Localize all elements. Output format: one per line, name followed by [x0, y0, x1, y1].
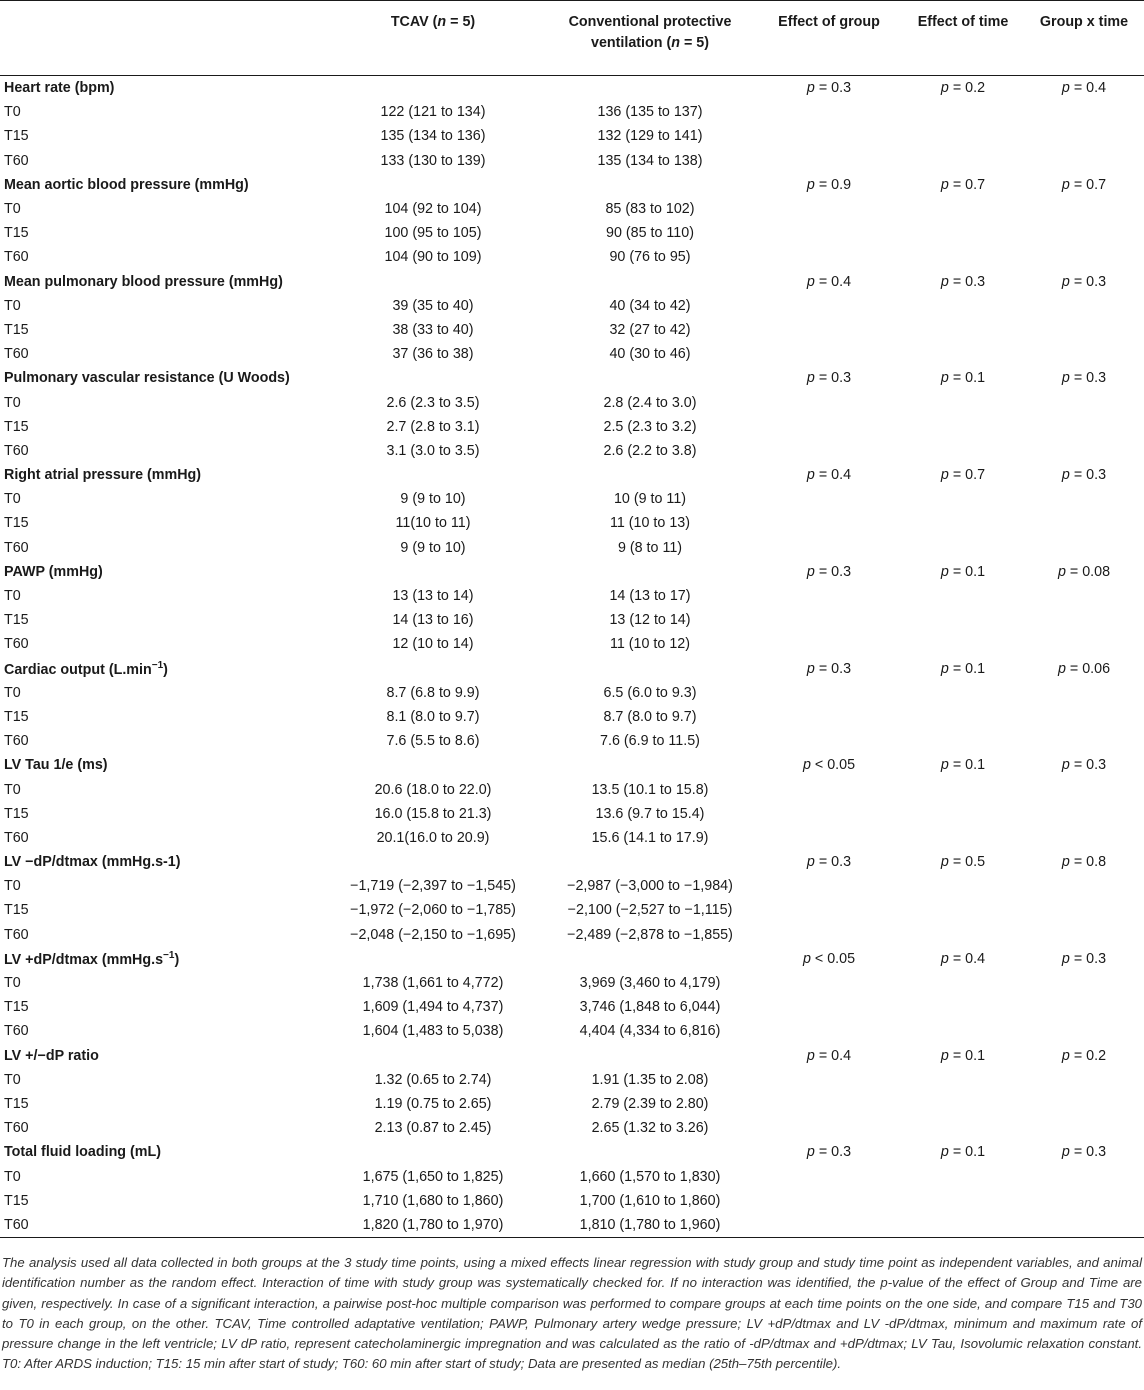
header-rule	[0, 75, 1144, 76]
tcav-value: −1,719 (−2,397 to −1,545)	[350, 878, 516, 895]
timepoint-label: T15	[4, 999, 29, 1016]
tcav-value: 104 (90 to 109)	[384, 249, 482, 266]
timepoint-label: T0	[4, 1168, 21, 1185]
p-value-time: p = 0.2	[940, 80, 986, 97]
timepoint-label: T0	[4, 684, 21, 701]
table-row	[0, 439, 1144, 463]
conventional-value: 6.5 (6.0 to 9.3)	[603, 684, 697, 701]
p-value-group: p = 0.4	[806, 273, 852, 290]
table-row	[0, 149, 1144, 173]
p-value-time: p = 0.1	[940, 660, 986, 677]
timepoint-label: T15	[4, 418, 29, 435]
section-title: PAWP (mmHg)	[4, 563, 103, 580]
table-row	[0, 898, 1144, 922]
table-footnote: The analysis used all data collected in both groups at the 3 study time points, using a mixed effects linear regression with study group and study time point as independent variables, and animal identification number as the random effect. Interaction of time with study group was systematically checked for. If no interaction was identified, the p-value of the effect of Group and Time are given, respectively. In case of a significant interaction, a pairwise post-hoc multiple comparison was performed to compare groups at each time points on the one side, and compare T15 and T30 to T0 in each group, on the other. TCAV, Time controlled adaptative ventilation; PAWP, Pulmonary artery wedge pressure; LV +dP/dtmax and LV -dP/dtmax, minimum and maximum rate of pressure change in the left ventricle; LV dP ratio, represent catecholaminergic impregnation and was calculated as the ratio of -dP/dtmax and +dP/dtmax; LV Tau, Isovolumic relaxation constant. T0: After ARDS induction; T15: 15 min after start of study; T60: 60 min after start of study; Data are presented as median (25th–75th percentile).	[2, 1255, 1142, 1372]
p-value-time: p = 0.5	[940, 854, 986, 871]
table-row	[0, 511, 1144, 535]
timepoint-label: T15	[4, 1192, 29, 1209]
conventional-value: 1,810 (1,780 to 1,960)	[579, 1216, 721, 1233]
section-title: Mean pulmonary blood pressure (mmHg)	[4, 273, 283, 290]
table-row	[0, 100, 1144, 124]
tcav-value: 8.1 (8.0 to 9.7)	[386, 708, 480, 725]
header-conventional: Conventional protective ventilation (n = 5)	[568, 14, 732, 51]
p-value-interaction: p = 0.3	[1061, 370, 1107, 387]
tcav-value: 100 (95 to 105)	[384, 225, 482, 242]
tcav-value: 133 (130 to 139)	[380, 152, 486, 169]
table-row	[0, 777, 1144, 801]
p-value-interaction: p = 0.3	[1061, 1144, 1107, 1161]
timepoint-label: T15	[4, 708, 29, 725]
section-row	[0, 366, 1144, 390]
tcav-value: 38 (33 to 40)	[392, 321, 474, 338]
tcav-value: 3.1 (3.0 to 3.5)	[386, 442, 480, 459]
table-row	[0, 124, 1144, 148]
timepoint-label: T0	[4, 588, 21, 605]
timepoint-label: T15	[4, 612, 29, 629]
section-row	[0, 560, 1144, 584]
conventional-value: 32 (27 to 42)	[609, 321, 691, 338]
conventional-value: 3,746 (1,848 to 6,044)	[579, 999, 721, 1016]
timepoint-label: T15	[4, 128, 29, 145]
tcav-value: 20.1(16.0 to 20.9)	[376, 829, 490, 846]
tcav-value: 2.13 (0.87 to 2.45)	[374, 1120, 492, 1137]
p-value-time: p = 0.3	[940, 273, 986, 290]
p-value-group: p = 0.4	[806, 1047, 852, 1064]
timepoint-label: T0	[4, 781, 21, 798]
conventional-value: 9 (8 to 11)	[617, 539, 683, 556]
conventional-value: 13 (12 to 14)	[609, 612, 691, 629]
conventional-value: 85 (83 to 102)	[605, 201, 695, 218]
p-value-time: p = 0.1	[940, 563, 986, 580]
table-row	[0, 802, 1144, 826]
timepoint-label: T15	[4, 1095, 29, 1112]
p-value-time: p = 0.1	[940, 1047, 986, 1064]
section-title: Mean aortic blood pressure (mmHg)	[4, 176, 249, 193]
conventional-value: 14 (13 to 17)	[609, 588, 691, 605]
conventional-value: 136 (135 to 137)	[597, 104, 703, 121]
p-value-group: p = 0.4	[806, 467, 852, 484]
header-effect-group: Effect of group	[778, 14, 880, 30]
section-title: Total fluid loading (mL)	[4, 1144, 161, 1161]
timepoint-label: T60	[4, 539, 29, 556]
timepoint-label: T60	[4, 733, 29, 750]
conventional-value: 1,700 (1,610 to 1,860)	[579, 1192, 721, 1209]
tcav-value: 1.32 (0.65 to 2.74)	[374, 1071, 492, 1088]
section-title: Right atrial pressure (mmHg)	[4, 467, 202, 484]
p-value-time: p = 0.1	[940, 370, 986, 387]
section-title: LV −dP/dtmax (mmHg.s-1)	[4, 854, 181, 871]
conventional-value: 10 (9 to 11)	[613, 491, 687, 508]
timepoint-label: T60	[4, 1216, 29, 1233]
conventional-value: 2.79 (2.39 to 2.80)	[591, 1095, 709, 1112]
conventional-value: 11 (10 to 13)	[609, 515, 690, 532]
table-row	[0, 197, 1144, 221]
table-row	[0, 971, 1144, 995]
conventional-value: 2.6 (2.2 to 3.8)	[603, 442, 697, 459]
p-value-group: p = 0.3	[806, 80, 852, 97]
p-value-interaction: p = 0.4	[1061, 80, 1107, 97]
conventional-value: 11 (10 to 12)	[609, 636, 690, 653]
table-row	[0, 1092, 1144, 1116]
conventional-value: 15.6 (14.1 to 17.9)	[591, 829, 709, 846]
tcav-value: 122 (121 to 134)	[380, 104, 486, 121]
table-row	[0, 584, 1144, 608]
conventional-value: 90 (85 to 110)	[606, 225, 694, 242]
timepoint-label: T60	[4, 442, 29, 459]
p-value-time: p = 0.1	[940, 1144, 986, 1161]
timepoint-label: T0	[4, 1071, 21, 1088]
tcav-value: 1,738 (1,661 to 4,772)	[362, 975, 504, 992]
tcav-value: 37 (36 to 38)	[392, 346, 474, 363]
table-row	[0, 221, 1144, 245]
tcav-value: 14 (13 to 16)	[392, 612, 474, 629]
timepoint-label: T15	[4, 805, 29, 822]
timepoint-label: T60	[4, 1023, 29, 1040]
section-row	[0, 753, 1144, 777]
tcav-value: 1,604 (1,483 to 5,038)	[362, 1023, 504, 1040]
table-row	[0, 1213, 1144, 1237]
timepoint-label: T60	[4, 1120, 29, 1137]
conventional-value: 1,660 (1,570 to 1,830)	[579, 1168, 721, 1185]
table-row	[0, 318, 1144, 342]
timepoint-label: T0	[4, 491, 21, 508]
conventional-value: 13.5 (10.1 to 15.8)	[591, 781, 709, 798]
tcav-value: 12 (10 to 14)	[392, 636, 474, 653]
p-value-time: p = 0.1	[940, 757, 986, 774]
table-row	[0, 294, 1144, 318]
p-value-group: p = 0.3	[806, 1144, 852, 1161]
table-row	[0, 1068, 1144, 1092]
tcav-value: 2.7 (2.8 to 3.1)	[386, 418, 480, 435]
conventional-value: 7.6 (6.9 to 11.5)	[600, 733, 700, 750]
p-value-interaction: p = 0.8	[1061, 854, 1107, 871]
section-row	[0, 173, 1144, 197]
table-row	[0, 729, 1144, 753]
section-title: LV +dP/dtmax $(mmHg.s^{-1})$	[4, 949, 180, 968]
tcav-value: 1,710 (1,680 to 1,860)	[362, 1192, 504, 1209]
conventional-value: 2.5 (2.3 to 3.2)	[603, 418, 697, 435]
tcav-value: 1,675 (1,650 to 1,825)	[362, 1168, 504, 1185]
table-row	[0, 1164, 1144, 1188]
p-value-interaction: p = 0.3	[1061, 467, 1107, 484]
tcav-value: 20.6 (18.0 to 22.0)	[374, 781, 492, 798]
timepoint-label: T15	[4, 321, 29, 338]
timepoint-label: T15	[4, 225, 29, 242]
tcav-value: 1.19 (0.75 to 2.65)	[374, 1095, 492, 1112]
timepoint-label: T0	[4, 878, 21, 895]
tcav-value: 104 (92 to 104)	[384, 201, 482, 218]
timepoint-label: T0	[4, 201, 21, 218]
timepoint-label: T60	[4, 926, 29, 943]
header-effect-time: Effect of time	[917, 14, 1009, 30]
timepoint-label: T0	[4, 297, 21, 314]
conventional-value: 132 (129 to 141)	[597, 128, 703, 145]
p-value-interaction: p = 0.3	[1061, 273, 1107, 290]
p-value-interaction: p = 0.06	[1057, 660, 1111, 677]
section-title: Pulmonary vascular resistance (U Woods)	[4, 370, 290, 387]
p-value-group: p = 0.3	[806, 563, 852, 580]
section-row	[0, 463, 1144, 487]
conventional-value: 1.91 (1.35 to 2.08)	[591, 1071, 709, 1088]
timepoint-label: T0	[4, 104, 21, 121]
conventional-value: 8.7 (8.0 to 9.7)	[603, 708, 697, 725]
table-row	[0, 705, 1144, 729]
table-row	[0, 245, 1144, 269]
table-row	[0, 536, 1144, 560]
conventional-value: 2.65 (1.32 to 3.26)	[591, 1120, 709, 1137]
header-variable	[0, 0, 322, 76]
table-row	[0, 487, 1144, 511]
conventional-value: 90 (76 to 95)	[609, 249, 691, 266]
table-header-row	[0, 0, 1144, 76]
section-title: LV +/−dP ratio	[4, 1047, 99, 1064]
tcav-value: 9 (9 to 10)	[400, 539, 466, 556]
tcav-value: 2.6 (2.3 to 3.5)	[386, 394, 480, 411]
section-row	[0, 1140, 1144, 1164]
timepoint-label: T60	[4, 346, 29, 363]
section-row	[0, 270, 1144, 294]
section-row	[0, 947, 1144, 971]
section-row	[0, 76, 1144, 100]
timepoint-label: T60	[4, 829, 29, 846]
p-value-interaction: p = 0.3	[1061, 757, 1107, 774]
table-row	[0, 608, 1144, 632]
p-value-time: p = 0.4	[940, 950, 986, 967]
section-row	[0, 657, 1144, 681]
tcav-value: 1,609 (1,494 to 4,737)	[362, 999, 504, 1016]
bottom-rule	[0, 1237, 1144, 1238]
p-value-interaction: p = 0.08	[1057, 563, 1111, 580]
conventional-value: 2.8 (2.4 to 3.0)	[603, 394, 697, 411]
tcav-value: 39 (35 to 40)	[392, 297, 474, 314]
p-value-group: p = 0.3	[806, 660, 852, 677]
conventional-value: 13.6 (9.7 to 15.4)	[595, 805, 705, 822]
table-row	[0, 1189, 1144, 1213]
tcav-value: 9 (9 to 10)	[400, 491, 466, 508]
conventional-value: −2,100 (−2,527 to −1,115)	[567, 902, 733, 919]
table-row	[0, 995, 1144, 1019]
table-row	[0, 415, 1144, 439]
timepoint-label: T60	[4, 152, 29, 169]
section-title: LV Tau 1/e (ms)	[4, 757, 108, 774]
conventional-value: 40 (34 to 42)	[609, 297, 691, 314]
tcav-value: 11(10 to 11)	[395, 515, 471, 532]
tcav-value: 135 (134 to 136)	[380, 128, 486, 145]
table-row	[0, 1116, 1144, 1140]
section-row	[0, 850, 1144, 874]
timepoint-label: T0	[4, 975, 21, 992]
p-value-interaction: p = 0.7	[1061, 176, 1107, 193]
table-row	[0, 1019, 1144, 1043]
table-row	[0, 874, 1144, 898]
table-row	[0, 390, 1144, 414]
section-title: Cardiac output $(L.\min^{-1})$	[4, 659, 168, 678]
table-row	[0, 342, 1144, 366]
p-value-time: p = 0.7	[940, 467, 986, 484]
section-row	[0, 1044, 1144, 1068]
header-tcav: TCAV (n = 5)	[390, 14, 476, 30]
tcav-value: −2,048 (−2,150 to −1,695)	[350, 926, 516, 943]
conventional-value: 135 (134 to 138)	[597, 152, 703, 169]
table-row	[0, 826, 1144, 850]
p-value-group: p = 0.3	[806, 854, 852, 871]
p-value-interaction: p = 0.2	[1061, 1047, 1107, 1064]
section-title: Heart rate (bpm)	[4, 80, 115, 97]
conventional-value: 4,404 (4,334 to 6,816)	[579, 1023, 721, 1040]
timepoint-label: T60	[4, 249, 29, 266]
conventional-value: −2,489 (−2,878 to −1,855)	[567, 926, 733, 943]
table-row	[0, 923, 1144, 947]
timepoint-label: T0	[4, 394, 21, 411]
timepoint-label: T15	[4, 515, 29, 532]
tcav-value: 1,820 (1,780 to 1,970)	[362, 1216, 504, 1233]
p-value-time: p = 0.7	[940, 176, 986, 193]
p-value-interaction: p = 0.3	[1061, 950, 1107, 967]
tcav-value: 7.6 (5.5 to 8.6)	[386, 733, 480, 750]
p-value-group: p = 0.3	[806, 370, 852, 387]
tcav-value: 13 (13 to 14)	[392, 588, 474, 605]
timepoint-label: T15	[4, 902, 29, 919]
timepoint-label: T60	[4, 636, 29, 653]
tcav-value: 8.7 (6.8 to 9.9)	[386, 684, 480, 701]
tcav-value: −1,972 (−2,060 to −1,785)	[350, 902, 516, 919]
tcav-value: 16.0 (15.8 to 21.3)	[374, 805, 492, 822]
conventional-value: 3,969 (3,460 to 4,179)	[579, 975, 721, 992]
p-value-group: p = 0.9	[806, 176, 852, 193]
conventional-value: 40 (30 to 46)	[609, 346, 691, 363]
p-value-group: p < 0.05	[802, 950, 856, 967]
p-value-group: p < 0.05	[802, 757, 856, 774]
table-row	[0, 681, 1144, 705]
table-row	[0, 632, 1144, 656]
conventional-value: −2,987 (−3,000 to −1,984)	[567, 878, 733, 895]
header-group-x-time: Group x time	[1039, 14, 1129, 30]
